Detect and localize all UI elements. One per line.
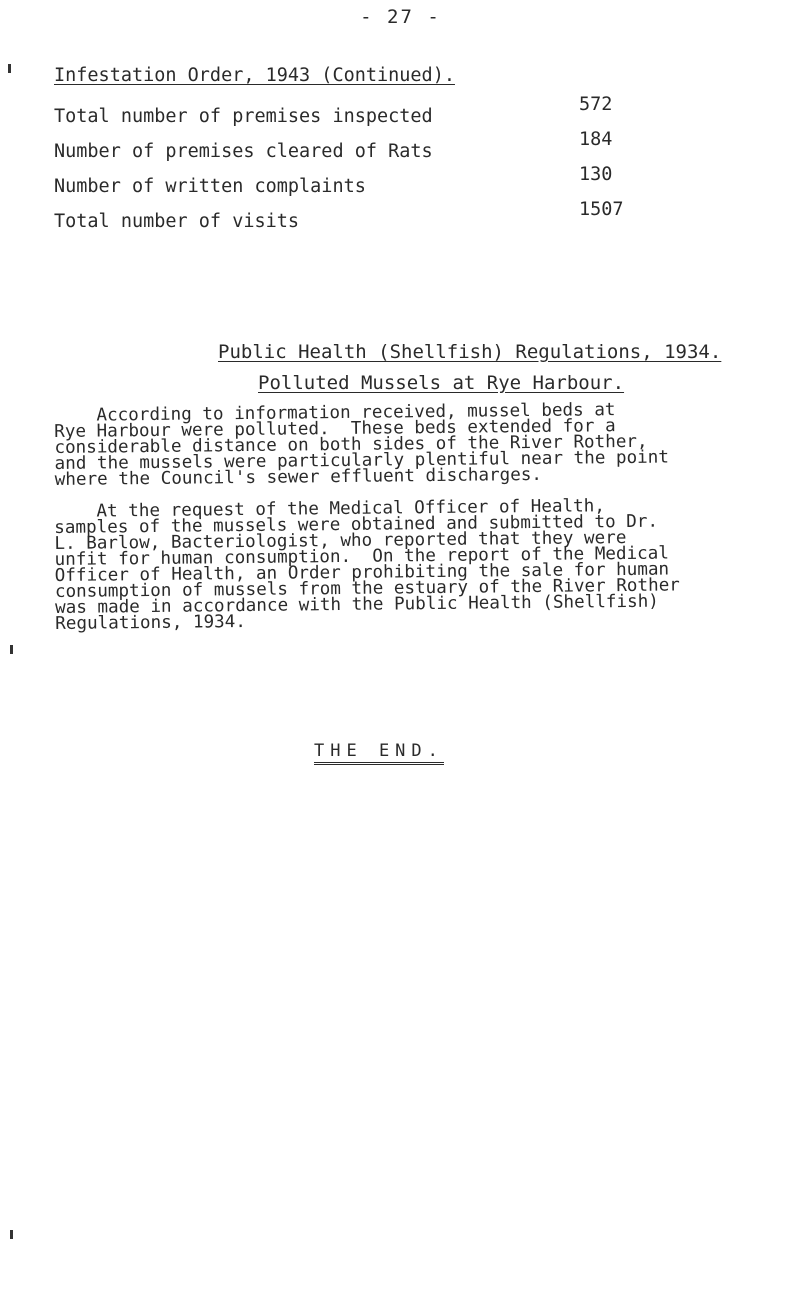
stat-label: Number of premises cleared of Rats [54, 141, 433, 162]
the-end-label: THE END. [314, 741, 444, 765]
shellfish-heading: Public Health (Shellfish) Regulations, 1934. [218, 341, 722, 363]
stat-value: 130 [579, 164, 613, 185]
margin-mark [10, 645, 13, 654]
stat-label: Total number of visits [54, 211, 300, 232]
stat-row [54, 199, 694, 240]
stat-value: 572 [579, 94, 613, 115]
paragraph-pollution: According to information received, mussel beds at Rye Harbour were polluted. These beds extended for a considerable distance on both sides of the River Rother, and the mussels were particularly plentiful near the point where the Council's sewer effluent discharges. [53, 400, 670, 490]
margin-mark [8, 64, 11, 73]
stat-label: Number of written complaints [54, 176, 366, 197]
paragraph-order: At the request of the Medical Officer of Health, samples of the mussels were obtained and submitted to Dr. L. Barlow, Bacteriologist, who reported that they were unfit for human consumption. On the report of the Medical Officer of Health, an Order prohibiting the sale for human consumption of mussels from the estuary of the River Rother was made in accordance with the Public Health (Shellfish) Regulations, 1934. [53, 496, 680, 634]
stat-label: Total number of premises inspected [54, 106, 433, 127]
stat-value: 184 [579, 129, 613, 150]
stat-value: 1507 [579, 199, 624, 220]
infestation-heading: Infestation Order, 1943 (Continued). [54, 65, 455, 86]
margin-mark [10, 1230, 13, 1239]
shellfish-subheading: Polluted Mussels at Rye Harbour. [258, 372, 625, 394]
page-number: - 27 - [360, 6, 441, 28]
infestation-stats [54, 94, 694, 232]
